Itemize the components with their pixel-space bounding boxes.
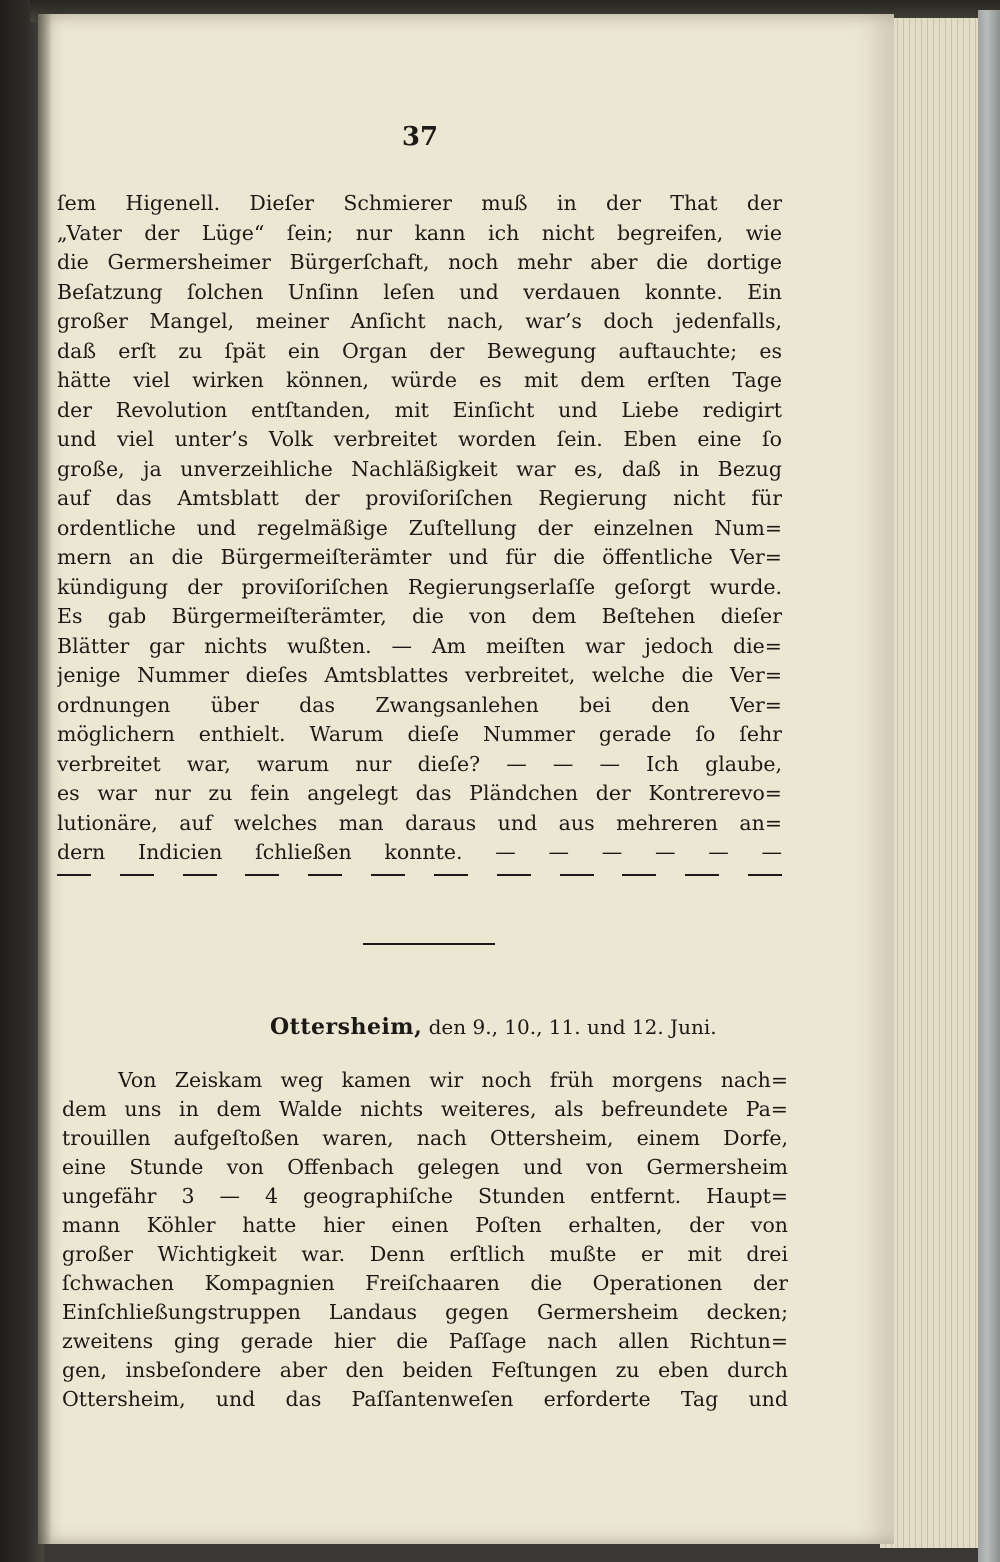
text-line: kündigung der proviſoriſchen Regierungserlaſſe geſorgt wurde. [57,575,782,599]
dash [748,874,782,876]
text-line: eine Stunde von Offenbach gelegen und von Germersheim [62,1155,788,1179]
text-line: „Vater der Lüge“ ſein; nur kann ich nicht begreifen, wie [57,221,782,245]
dash [497,874,531,876]
text-line: mern an die Bürgermeiſterämter und für die öffentliche Ver= [57,545,782,569]
section-divider-rule [363,943,495,945]
dash [245,874,279,876]
text-line: verbreitet war, warum nur dieſe? — — — Ich glaube, [57,752,782,776]
heading-dates: den 9., 10., 11. und 12. Juni. [428,1015,717,1039]
dash [308,874,342,876]
text-line: die Germersheimer Bürgerſchaft, noch mehr aber die dortige [57,250,782,274]
text-line: dern Indicien ſchließen konnte. — — — — — — [57,840,782,864]
dash [183,874,217,876]
page-edges-stack [880,18,980,1548]
text-line: es war nur zu fein angelegt das Pländchen der Kontrerevo= [57,781,782,805]
text-line: Einſchließungstruppen Landaus gegen Germersheim decken; [62,1300,788,1324]
dash [685,874,719,876]
text-line: Es gab Bürgermeiſterämter, die von dem Beſtehen dieſer [57,604,782,628]
text-line: großer Wichtigkeit war. Denn erſtlich mußte er mit drei [62,1242,788,1266]
text-line: dem uns in dem Walde nichts weiteres, als befreundete Pa= [62,1097,788,1121]
text-line: mann Köhler hatte hier einen Poſten erhalten, der von [62,1213,788,1237]
text-line: großer Mangel, meiner Anſicht nach, war’s doch jedenfalls, [57,309,782,333]
text-line: Ottersheim, und das Paſſantenweſen erforderte Tag und [62,1387,788,1411]
text-line: hätte viel wirken können, würde es mit dem erſten Tage [57,368,782,392]
text-line: auf das Amtsblatt der proviſoriſchen Regierung nicht für [57,486,782,510]
text-line: lutionäre, auf welches man daraus und aus mehreren an= [57,811,782,835]
text-line: ungefähr 3 — 4 geographiſche Stunden entfernt. Haupt= [62,1184,788,1208]
text-line: ſchwachen Kompagnien Freiſchaaren die Operationen der [62,1271,788,1295]
text-line: große, ja unverzeihliche Nachläßigkeit war es, daß in Bezug [57,457,782,481]
binding-gutter-shadow [38,14,52,1544]
text-line: daß erſt zu ſpät ein Organ der Bewegung auftauchte; es [57,339,782,363]
dash [434,874,468,876]
text-line: der Revolution entſtanden, mit Einſicht und Liebe redigirt [57,398,782,422]
page-number: 37 [401,122,439,152]
dash [622,874,656,876]
heading-place: Ottersheim, [270,1014,423,1040]
text-line: und viel unter’s Volk verbreitet worden ſein. Eben eine ſo [57,427,782,451]
text-line: Beſatzung ſolchen Unſinn leſen und verdauen konnte. Ein [57,280,782,304]
text-line: ordentliche und regelmäßige Zuſtellung der einzelnen Num= [57,516,782,540]
text-line: jenige Nummer dieſes Amtsblattes verbreitet, welche die Ver= [57,663,782,687]
text-line: gen, insbeſondere aber den beiden Feſtungen zu eben durch [62,1358,788,1382]
text-line: ſem Higenell. Dieſer Schmierer muß in der That der [57,191,782,215]
text-line: ordnungen über das Zwangsanlehen bei den Ver= [57,693,782,717]
dash [371,874,405,876]
text-line: Blätter gar nichts wußten. — Am meiſten war jedoch die= [57,634,782,658]
text-line: Von Zeiskam weg kamen wir noch früh morgens nach= [118,1068,788,1092]
section-heading [270,1012,770,1042]
text-line: trouillen aufgeſtoßen waren, nach Ottersheim, einem Dorfe, [62,1126,788,1150]
dash [57,874,91,876]
dash [560,874,594,876]
text-line: möglichern enthielt. Warum dieſe Nummer gerade ſo ſehr [57,722,782,746]
text-line: zweitens ging gerade hier die Paſſage nach allen Richtun= [62,1329,788,1353]
dash [120,874,154,876]
dash-ornament-line [57,864,782,886]
book-cover-right-edge [978,10,1000,1562]
